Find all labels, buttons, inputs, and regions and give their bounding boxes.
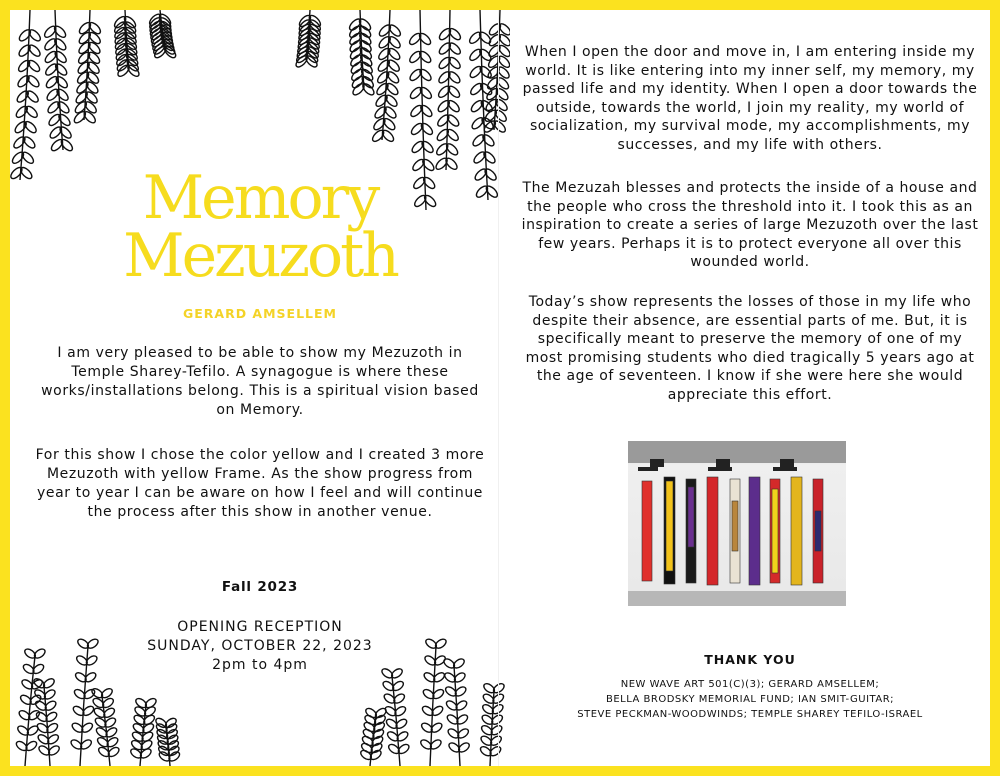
right-panel [510,10,990,766]
color-paragraph: For this show I chose the color yellow and I created 3 more Mezuzoth with yellow Frame. As the show progress from year to year I can be aware on how I feel and will continue the process after this show in another venue. [35,447,485,520]
title-line-2: Mezuzoth [123,221,397,291]
reception-title: OPENING RECEPTION [177,619,343,635]
center-fold [498,10,499,766]
gallery-photo [628,441,846,606]
door-paragraph: When I open the door and move in, I am entering inside my world. It is like entering into my inner self, my memory, my passed life and my identity. When I open a door towards the outside, towards the world, I join my reality, my world of socialization, my survival mode, my accomplishments, my successes, and my life with others. [522,44,978,153]
title-line-1: Memory [142,163,378,233]
mezuzah-paragraph: The Mezuzah blesses and protects the inside of a house and the people who cross the threshold into it. I took this as an inspiration to create a series of large Mezuzoth over the last few years. Perhaps it is to protect everyone all over this wounded world. [521,180,979,270]
artist-name: GERARD AMSELLEM [182,306,337,321]
bottom-foliage-illustration [10,636,510,766]
intro-paragraph: I am very pleased to be able to show my Mezuzoth in Temple Sharey-Tefilo. A synagogue is where these works/installations belong. This is a spiritual vision based on Memory. [41,345,479,418]
thanks-line-2: BELLA BRODSKY MEMORIAL FUND; IAN SMIT-GUITAR; [605,694,895,705]
left-panel [10,10,510,766]
thanks-line-3: STEVE PECKMAN-WOODWINDS; TEMPLE SHAREY TEFILO-ISRAEL [577,709,923,720]
season-heading: Fall 2023 [221,579,299,595]
memorial-paragraph: Today’s show represents the losses of those in my life who despite their absence, are essential parts of me. But, it is specifically meant to preserve the memory of one of my most promising students who died tragically 5 years ago at the age of seventeen. I know if she were here she would appreciate this effort. [525,294,975,403]
reception-date: SUNDAY, OCTOBER 22, 2023 [147,638,373,654]
thanks-line-1: NEW WAVE ART 501(C)(3); GERARD AMSELLEM; [620,679,880,690]
reception-time: 2pm to 4pm [212,657,308,673]
thanks-heading: THANK YOU [704,652,796,667]
